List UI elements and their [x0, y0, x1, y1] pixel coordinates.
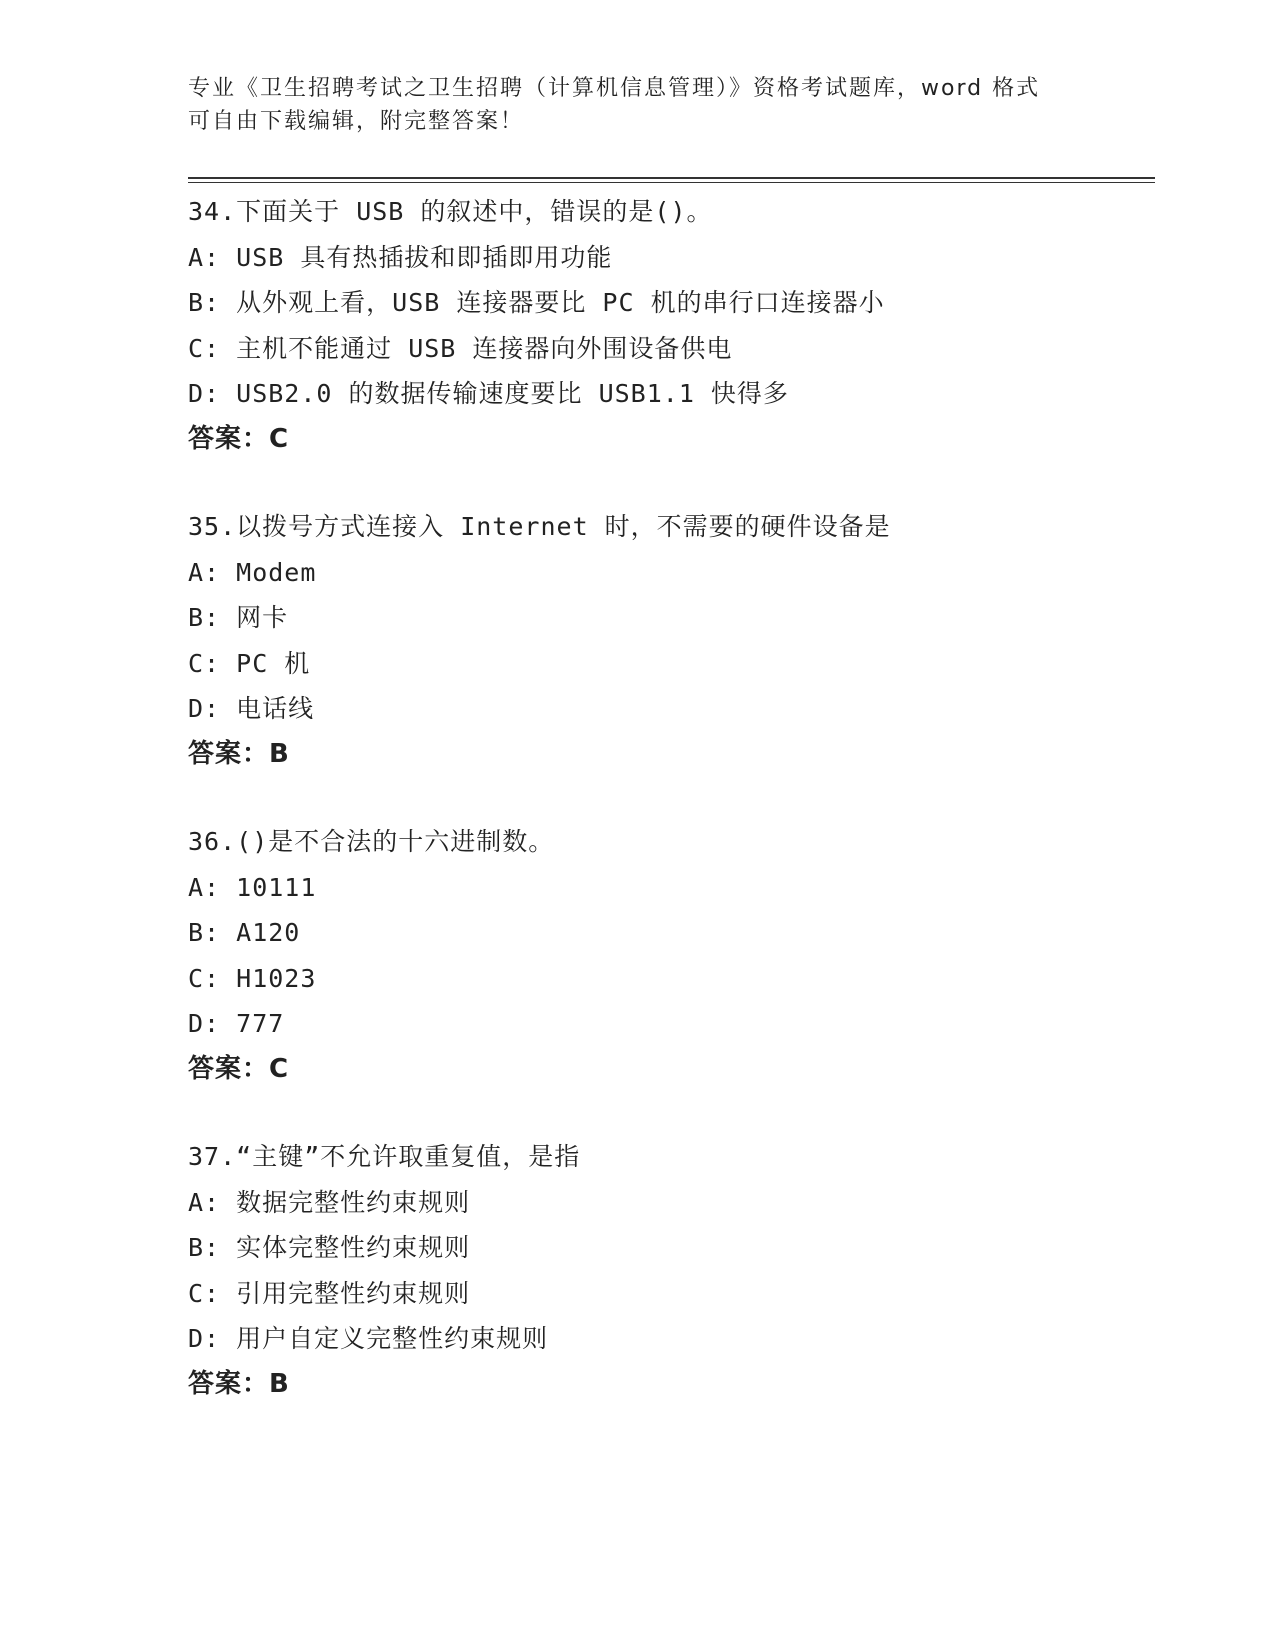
- answer-line: 答案：C: [188, 423, 290, 454]
- option-a: A: 数据完整性约束规则: [188, 1187, 471, 1217]
- answer-line: 答案：B: [188, 738, 290, 769]
- question-35: [188, 504, 1148, 777]
- question-34: [188, 189, 1148, 462]
- header-title-line-2: 可自由下载编辑，附完整答案！: [188, 109, 525, 134]
- option-d: D: 777: [188, 1009, 285, 1038]
- question-37: [188, 1134, 1148, 1407]
- answer-line: 答案：C: [188, 1053, 290, 1084]
- question-stem: 35.以拨号方式连接入 Internet 时，不需要的硬件设备是: [188, 512, 891, 541]
- option-a: A: USB 具有热插拔和即插即用功能: [188, 242, 613, 272]
- option-c: C: 主机不能通过 USB 连接器向外围设备供电: [188, 333, 733, 363]
- option-b: B: 网卡: [188, 603, 289, 632]
- option-d: D: 电话线: [188, 694, 315, 723]
- question-stem: 37.“主键”不允许取重复值，是指: [188, 1142, 581, 1171]
- option-d: D: USB2.0 的数据传输速度要比 USB1.1 快得多: [188, 379, 789, 408]
- option-b: B: 从外观上看，USB 连接器要比 PC 机的串行口连接器小: [188, 288, 885, 317]
- question-36: [188, 819, 1148, 1092]
- question-stem: 36.()是不合法的十六进制数。: [188, 827, 555, 856]
- answer-line: 答案：B: [188, 1368, 290, 1399]
- header-divider-thin: [188, 182, 1155, 183]
- document-header: [188, 72, 1088, 138]
- option-c: C: 引用完整性约束规则: [188, 1278, 471, 1308]
- question-stem: 34.下面关于 USB 的叙述中，错误的是()。: [188, 197, 713, 226]
- header-title-line-1: 专业《卫生招聘考试之卫生招聘（计算机信息管理）》资格考试题库，word 格式: [188, 76, 1041, 101]
- option-b: B: 实体完整性约束规则: [188, 1233, 471, 1262]
- option-c: C: PC 机: [188, 648, 311, 678]
- option-a: A: Modem: [188, 557, 317, 587]
- option-d: D: 用户自定义完整性约束规则: [188, 1324, 549, 1353]
- option-b: B: A120: [188, 918, 301, 947]
- header-divider-thick: [188, 177, 1155, 179]
- option-a: A: 10111: [188, 872, 317, 902]
- option-c: C: H1023: [188, 963, 317, 993]
- question-list: [188, 189, 1148, 1449]
